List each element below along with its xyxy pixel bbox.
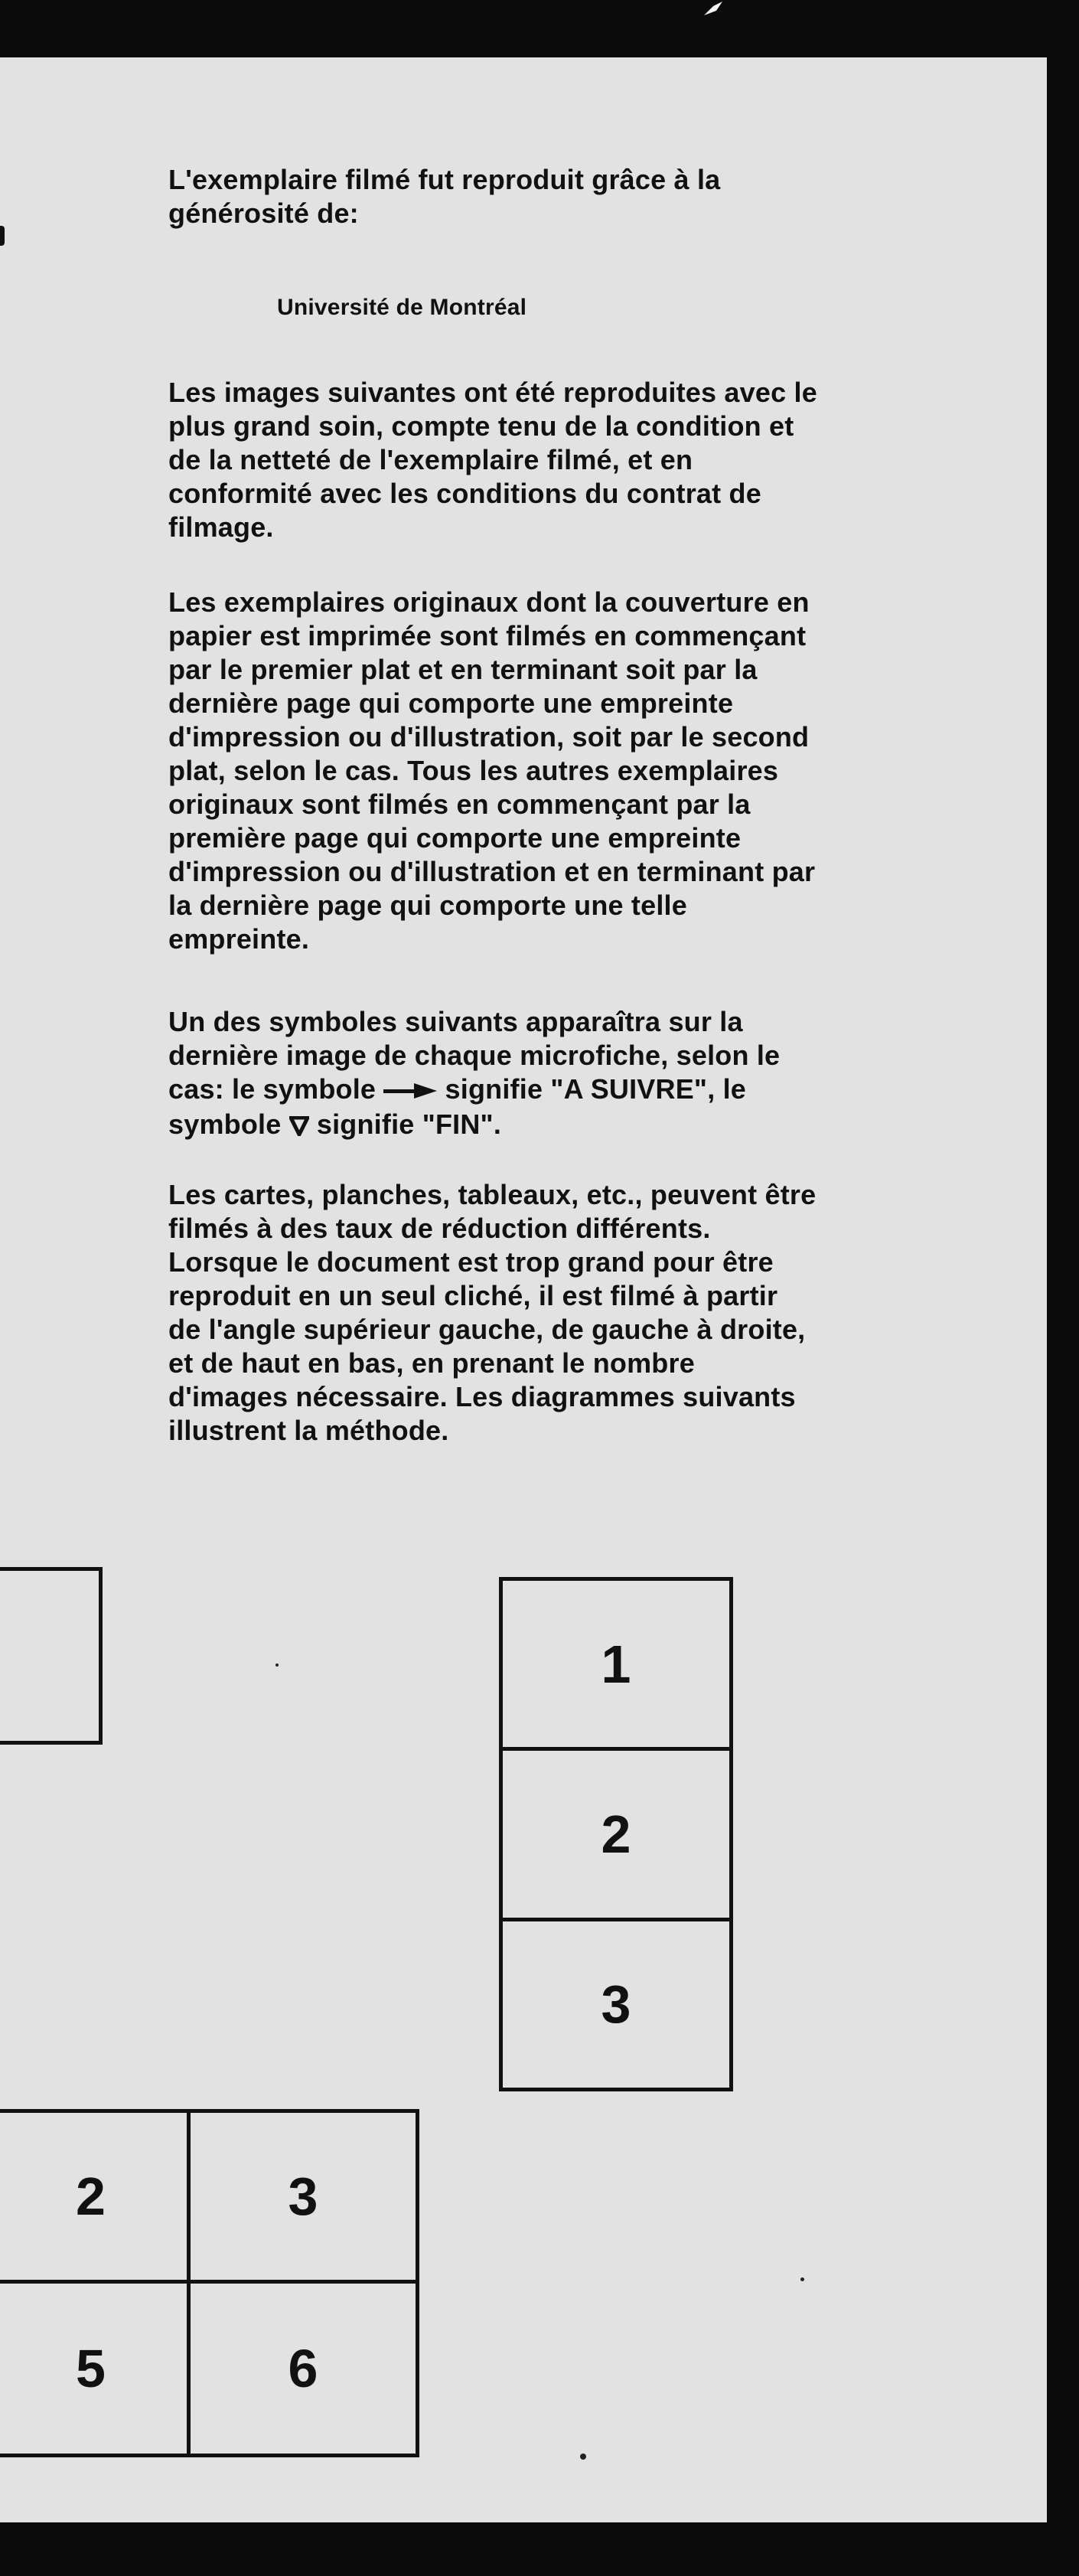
institution-name: Université de Montréal — [277, 295, 527, 320]
grid-cell: 5 — [0, 2284, 191, 2454]
symbols-line-3 — [168, 1073, 926, 1108]
speck — [580, 2454, 586, 2460]
speck — [275, 1663, 279, 1667]
grid-frames-diagram — [0, 2109, 419, 2457]
symbols-line-2: dernière image de chaque microfiche, selon le — [168, 1040, 781, 1071]
frame-cell: 3 — [601, 1974, 631, 2035]
frame-cell: 2 — [503, 1751, 729, 1921]
edge-mark — [0, 226, 5, 246]
vertical-frames-diagram — [499, 1577, 733, 2091]
paragraph-care: Les images suivantes ont été reproduites avec le plus grand soin, compte tenu de la condition et de la netteté de l'exemplaire filmé, et en conformité avec les conditions du contrat de filmage. — [168, 377, 817, 543]
symbols-line-4 — [168, 1108, 926, 1143]
partial-diagram-box — [0, 1567, 103, 1745]
film-edge-mark — [702, 0, 724, 17]
paragraph-originals: Les exemplaires originaux dont la couverture en papier est imprimée sont filmés en commençant par le premier plat et en terminant soit par la dernière page qui comporte une empreinte d'impression ou d'illustration, soit par le second plat, selon le cas. Tous les autres exemplaires originaux sont filmés en commençant par la première page qui comporte une empreinte d'impression ou d'illustration et en terminant par la dernière page qui comporte une telle empreinte. — [168, 586, 816, 955]
symbols-line-4-start: symbole — [168, 1108, 289, 1141]
grid-cell: 2 — [0, 2113, 191, 2284]
grid-cell: 3 — [191, 2113, 416, 2284]
grid-cell: 6 — [288, 2338, 318, 2398]
intro-text: L'exemplaire filmé fut reproduit grâce à la générosité de: — [168, 164, 721, 229]
symbols-line-4-end: signifie "FIN". — [308, 1108, 502, 1141]
triangle-down-icon — [289, 1110, 309, 1144]
frame-cell: 1 — [503, 1581, 729, 1751]
symbols-line-1: Un des symboles suivants apparaîtra sur la — [168, 1006, 743, 1037]
symbols-line-3-end: signifie "A SUIVRE", le — [437, 1073, 747, 1105]
arrow-right-icon — [383, 1074, 437, 1108]
symbols-line-3-start: cas: le symbole — [168, 1073, 384, 1105]
paragraph-symbols — [168, 1005, 926, 1144]
speck — [800, 2277, 804, 2281]
paragraph-method: Les cartes, planches, tableaux, etc., peuvent être filmés à des taux de réduction différents. Lorsque le document est trop grand pour être reproduit en un seul cliché, il est filmé à partir de l'angle supérieur gauche, de gauche à droite, et de haut en bas, en prenant le nombre d'images nécessaire. Les diagrammes suivants illustrent la méthode. — [168, 1179, 817, 1446]
microfiche-page — [0, 57, 1047, 2522]
